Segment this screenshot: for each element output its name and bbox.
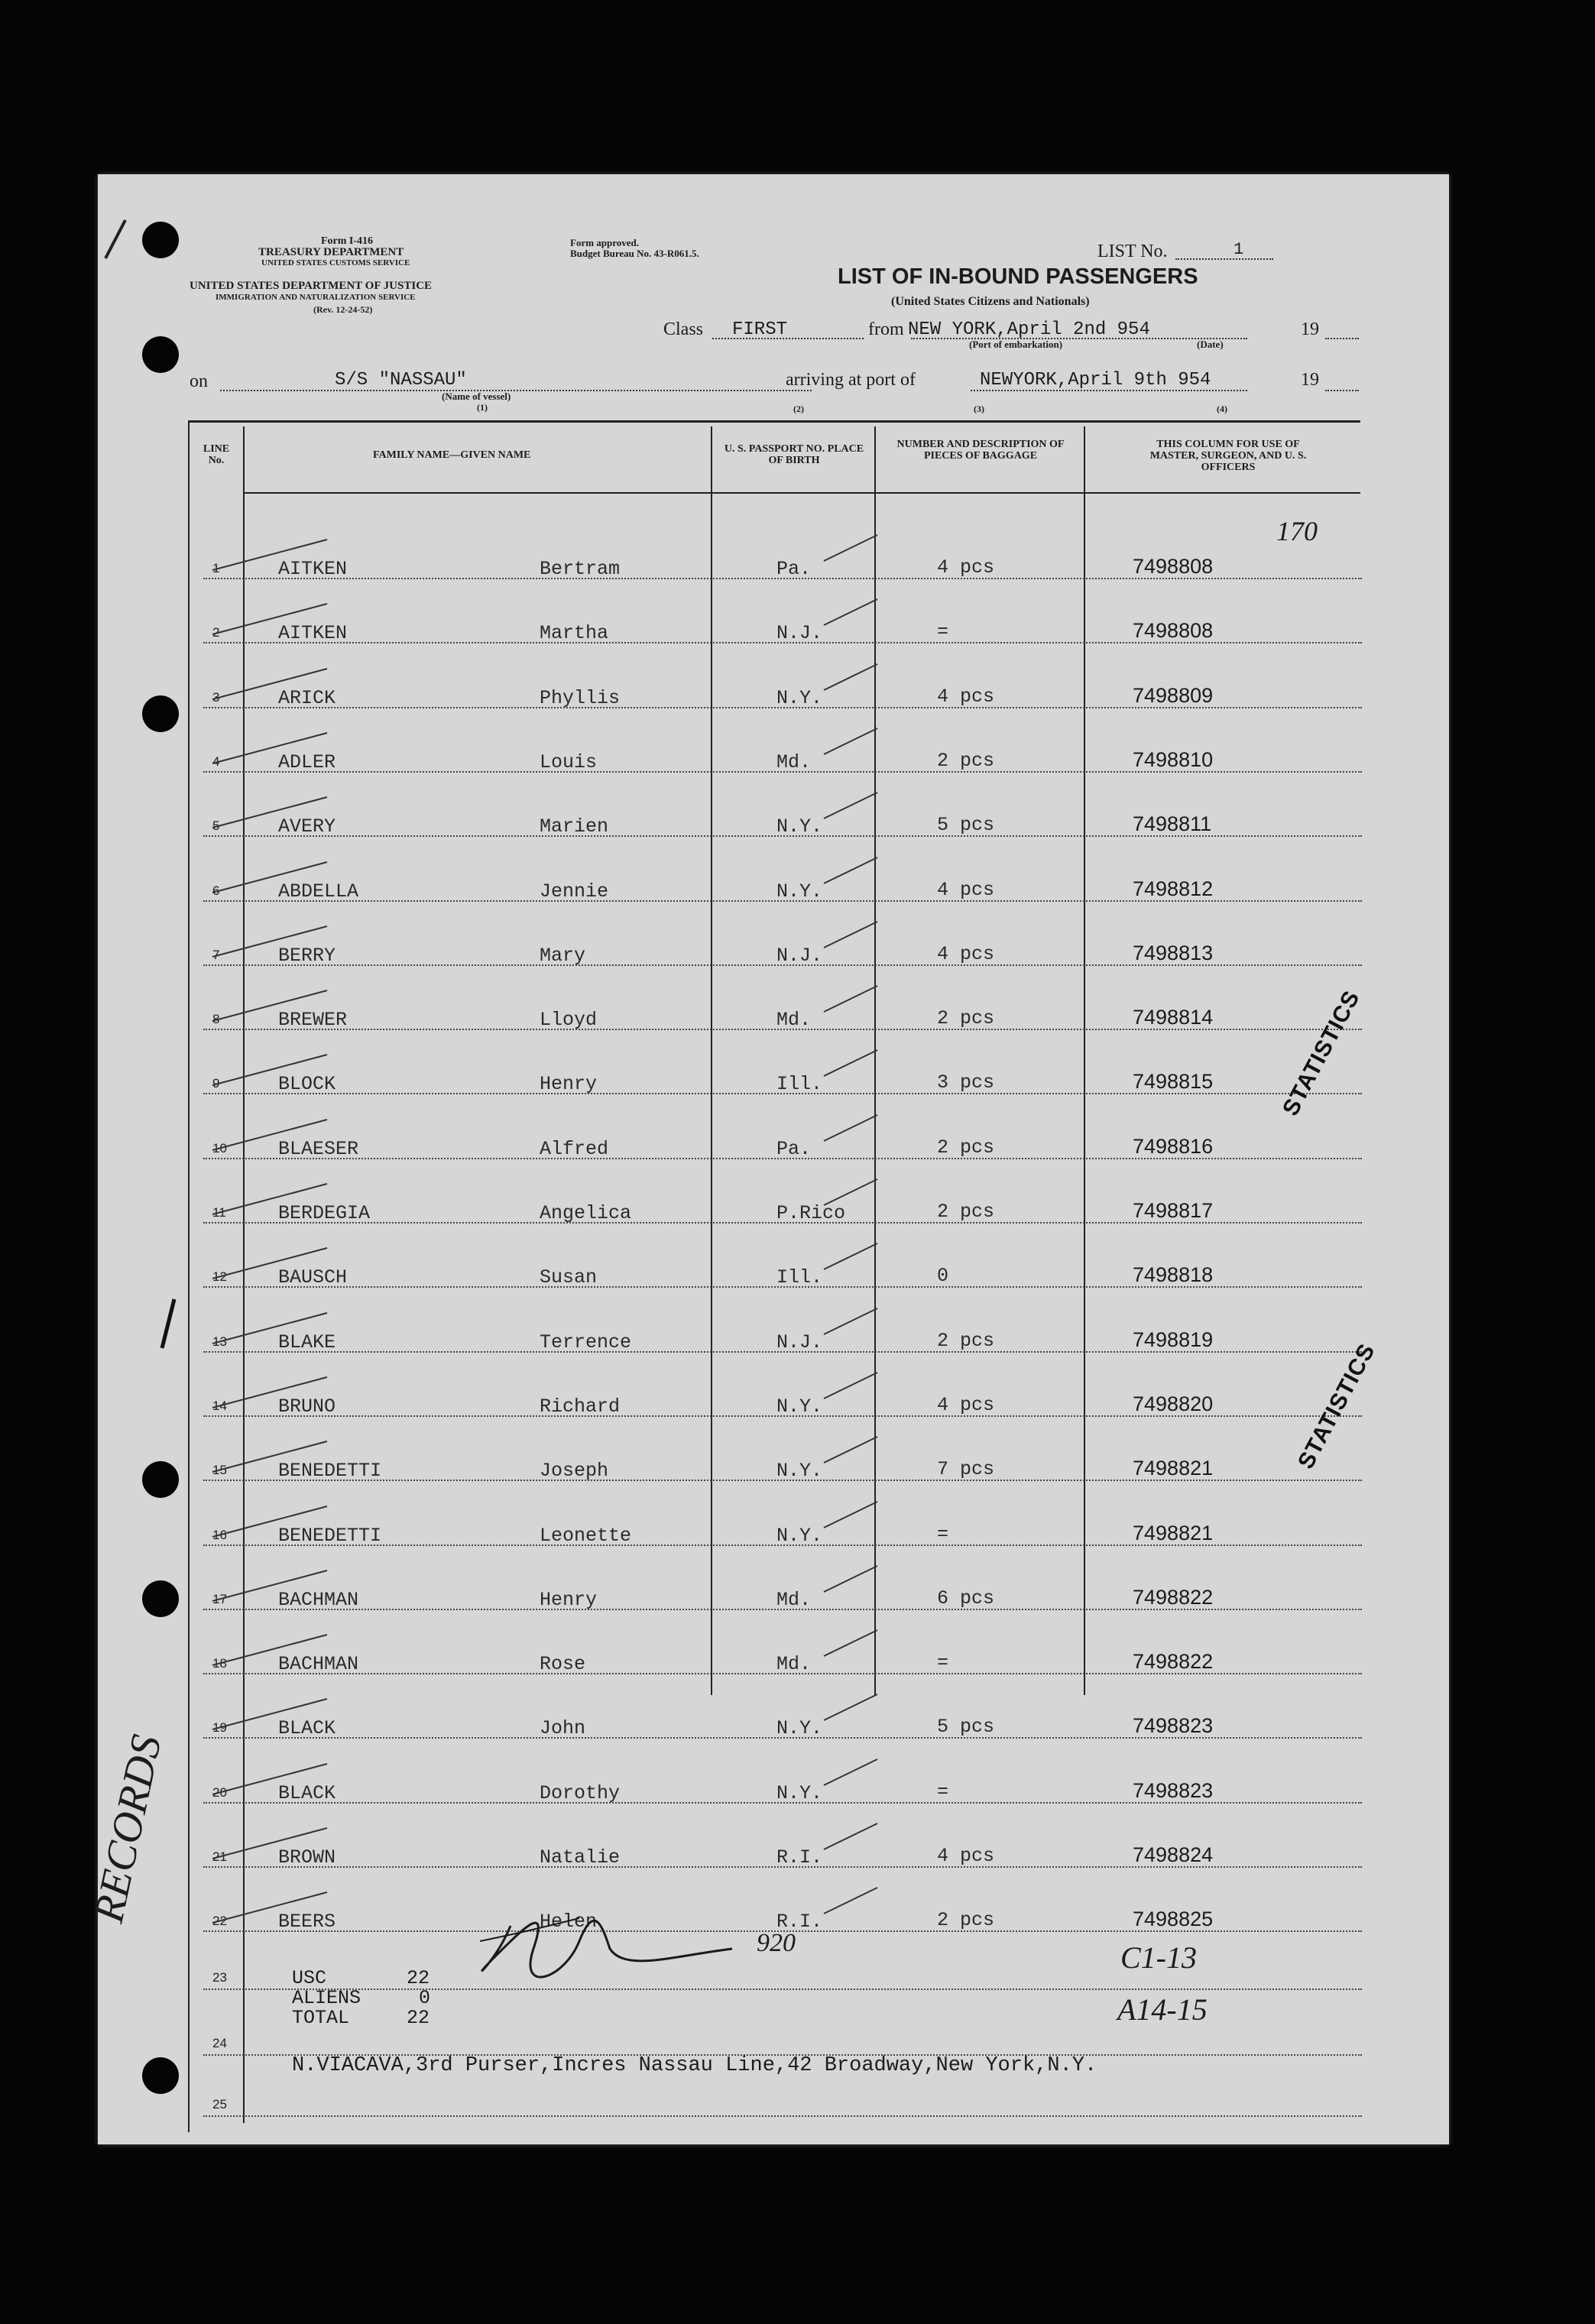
from-value: NEW YORK,April 2nd 954 <box>908 319 1150 340</box>
year-suffix: 19 <box>1301 319 1319 339</box>
baggage: = <box>937 1523 949 1545</box>
family-name: BERRY <box>278 945 336 967</box>
given-name: Henry <box>540 1589 598 1611</box>
family-name: BLACK <box>278 1782 336 1804</box>
passport-number: 7498819 <box>1133 1328 1214 1351</box>
family-name: ABDELLA <box>278 880 359 903</box>
header-officers: THIS COLUMN FOR USE OF MASTER, SURGEON, AND U. S. OFFICERS <box>1149 439 1307 473</box>
line-number: 7 <box>212 948 220 962</box>
given-name: Alfred <box>540 1138 609 1160</box>
place-of-birth: P.Rico <box>776 1202 846 1224</box>
given-name: Susan <box>540 1266 598 1288</box>
handwritten-page-mark: 170 <box>1276 516 1318 546</box>
line-number: 6 <box>212 883 220 898</box>
given-name: Louis <box>540 751 598 773</box>
treasury-department: TREASURY DEPARTMENT <box>258 246 404 258</box>
passport-number: 7498822 <box>1133 1586 1214 1609</box>
passport-number: 7498814 <box>1133 1006 1214 1029</box>
family-name: BRUNO <box>278 1395 336 1418</box>
line-number: 13 <box>212 1334 227 1349</box>
baggage: 2 pcs <box>937 1201 995 1223</box>
line-number: 25 <box>212 2097 227 2112</box>
col-num-3: (3) <box>974 404 984 414</box>
list-no-value: 1 <box>1234 240 1244 259</box>
place-of-birth: N.Y. <box>776 1395 823 1418</box>
passport-number: 7498809 <box>1133 684 1214 707</box>
place-of-birth: Ill. <box>776 1073 823 1095</box>
line-number: 14 <box>212 1399 227 1413</box>
page-title: LIST OF IN-BOUND PASSENGERS <box>838 264 1198 289</box>
line-number: 21 <box>212 1849 227 1864</box>
baggage: 4 pcs <box>937 879 995 901</box>
baggage: = <box>937 1781 949 1803</box>
line-number: 8 <box>212 1012 220 1026</box>
passport-number: 7498821 <box>1133 1522 1214 1544</box>
passport-number: 7498821 <box>1133 1457 1214 1480</box>
arrival-year-suffix: 19 <box>1301 370 1319 390</box>
line-number: 1 <box>212 561 220 575</box>
line-number: 3 <box>212 690 220 705</box>
baggage: 2 pcs <box>937 1007 995 1029</box>
passport-number: 7498822 <box>1133 1650 1214 1673</box>
family-name: BLAKE <box>278 1331 336 1353</box>
col-num-4: (4) <box>1217 404 1227 414</box>
family-name: BACHMAN <box>278 1653 359 1675</box>
place-of-birth: Md. <box>776 1589 812 1611</box>
family-name: BACHMAN <box>278 1589 359 1611</box>
line-number: 19 <box>212 1720 227 1735</box>
place-of-birth: N.Y. <box>776 1717 823 1739</box>
line-number: 17 <box>212 1592 227 1606</box>
passport-number: 7498816 <box>1133 1135 1214 1158</box>
handwritten-time: 920 <box>757 1929 796 1957</box>
given-name: Angelica <box>540 1202 632 1224</box>
arriving-label: arriving at port of <box>786 370 916 390</box>
arrival-value: NEWYORK,April 9th 954 <box>980 370 1211 391</box>
baggage: 4 pcs <box>937 1394 995 1416</box>
given-name: Natalie <box>540 1846 621 1869</box>
baggage: 2 pcs <box>937 1909 995 1931</box>
passport-number: 7498825 <box>1133 1907 1214 1930</box>
given-name: Joseph <box>540 1460 609 1482</box>
passport-number: 7498811 <box>1133 812 1212 835</box>
totals-total-label: TOTAL <box>292 2007 350 2029</box>
class-label: Class <box>663 319 704 339</box>
class-value: FIRST <box>732 319 788 340</box>
family-name: BERDEGIA <box>278 1202 371 1224</box>
family-name: BLACK <box>278 1717 336 1739</box>
date-note: (Date) <box>1197 339 1224 350</box>
family-name: AITKEN <box>278 622 348 644</box>
given-name: Mary <box>540 945 586 967</box>
header-passport: U. S. PASSPORT NO. PLACE OF BIRTH <box>724 443 864 466</box>
baggage: 4 pcs <box>937 556 995 579</box>
col-num-2: (2) <box>793 404 804 414</box>
given-name: Leonette <box>540 1525 632 1547</box>
place-of-birth: N.Y. <box>776 1525 823 1547</box>
given-name: Martha <box>540 622 609 644</box>
line-number: 22 <box>212 1914 227 1928</box>
vessel-note: (Name of vessel) <box>442 391 511 402</box>
place-of-birth: Md. <box>776 751 812 773</box>
family-name: AITKEN <box>278 558 348 580</box>
passport-number: 7498820 <box>1133 1392 1214 1415</box>
place-of-birth: N.Y. <box>776 815 823 838</box>
place-of-birth: N.Y. <box>776 687 823 709</box>
header-name: FAMILY NAME—GIVEN NAME <box>373 449 531 461</box>
place-of-birth: N.J. <box>776 622 823 644</box>
family-name: BROWN <box>278 1846 336 1869</box>
given-name: John <box>540 1717 586 1739</box>
given-name: Dorothy <box>540 1782 621 1804</box>
statistics-stamp: STATISTICS <box>1293 1339 1380 1473</box>
passport-number: 7498808 <box>1133 619 1214 642</box>
given-name: Bertram <box>540 558 621 580</box>
baggage: 4 pcs <box>937 1845 995 1867</box>
form-approved: Form approved. <box>570 237 640 248</box>
baggage: 4 pcs <box>937 943 995 965</box>
line-number: 9 <box>212 1076 220 1091</box>
line-number: 16 <box>212 1528 227 1542</box>
place-of-birth: R.I. <box>776 1846 823 1869</box>
family-name: ADLER <box>278 751 336 773</box>
given-name: Terrence <box>540 1331 632 1353</box>
baggage: 6 pcs <box>937 1587 995 1609</box>
place-of-birth: R.I. <box>776 1911 823 1933</box>
passenger-list-form <box>84 174 1449 2144</box>
given-name: Lloyd <box>540 1009 598 1031</box>
place-of-birth: N.J. <box>776 945 823 967</box>
handwritten-code-1: C1-13 <box>1120 1940 1197 1975</box>
totals-aliens-label: ALIENS <box>292 1987 361 2009</box>
place-of-birth: N.J. <box>776 1331 823 1353</box>
from-label: from <box>868 319 904 339</box>
line-number: 24 <box>212 2036 227 2050</box>
passport-number: 7498824 <box>1133 1843 1214 1866</box>
header-baggage: NUMBER AND DESCRIPTION OF PIECES OF BAGGAGE <box>896 439 1065 462</box>
baggage: 2 pcs <box>937 750 995 772</box>
passport-number: 7498815 <box>1133 1070 1214 1093</box>
place-of-birth: N.Y. <box>776 1782 823 1804</box>
baggage: 4 pcs <box>937 686 995 708</box>
purser-signature-line: N.VIACAVA,3rd Purser,Incres Nassau Line,42 Broadway,New York,N.Y. <box>292 2054 1097 2077</box>
budget-bureau: Budget Bureau No. 43-R061.5. <box>570 248 699 259</box>
totals-usc: 22 <box>407 1967 430 1989</box>
family-name: AVERY <box>278 815 336 838</box>
given-name: Jennie <box>540 880 609 903</box>
given-name: Rose <box>540 1653 586 1675</box>
handwritten-records: RECORDS <box>84 1730 171 1927</box>
family-name: BREWER <box>278 1009 348 1031</box>
family-name: BENEDETTI <box>278 1460 382 1482</box>
line-number: 11 <box>212 1205 226 1220</box>
family-name: BLAESER <box>278 1138 359 1160</box>
place-of-birth: Pa. <box>776 558 812 580</box>
family-name: BENEDETTI <box>278 1525 382 1547</box>
place-of-birth: N.Y. <box>776 1460 823 1482</box>
place-of-birth: Md. <box>776 1653 812 1675</box>
handwritten-code-2: A14-15 <box>1117 1992 1208 2027</box>
line-number: 15 <box>212 1463 227 1477</box>
given-name: Helen <box>540 1911 598 1933</box>
justice-department: UNITED STATES DEPARTMENT OF JUSTICE <box>190 280 433 292</box>
passport-number: 7498810 <box>1133 748 1214 771</box>
ins-service: IMMIGRATION AND NATURALIZATION SERVICE <box>216 293 416 302</box>
header-line-no: LINE No. <box>203 443 230 466</box>
port-embark-note: (Port of embarkation) <box>969 339 1063 350</box>
line-number: 20 <box>212 1785 227 1800</box>
place-of-birth: Md. <box>776 1009 812 1031</box>
given-name: Marien <box>540 815 609 838</box>
baggage: 5 pcs <box>937 814 995 836</box>
col-num-1: (1) <box>477 402 488 413</box>
passport-number: 7498817 <box>1133 1199 1214 1222</box>
place-of-birth: N.Y. <box>776 880 823 903</box>
line-number: 12 <box>212 1269 227 1284</box>
list-no-label: LIST No. <box>1097 241 1168 261</box>
passport-number: 7498823 <box>1133 1714 1214 1737</box>
passport-number: 7498823 <box>1133 1779 1214 1802</box>
passport-number: 7498813 <box>1133 942 1214 964</box>
baggage: 2 pcs <box>937 1330 995 1352</box>
baggage: 5 pcs <box>937 1716 995 1738</box>
given-name: Phyllis <box>540 687 621 709</box>
baggage: 3 pcs <box>937 1071 995 1094</box>
place-of-birth: Pa. <box>776 1138 812 1160</box>
given-name: Richard <box>540 1395 621 1418</box>
totals-usc-label: USC <box>292 1967 327 1989</box>
revision: (Rev. 12-24-52) <box>313 304 373 315</box>
page-subtitle: (United States Citizens and Nationals) <box>891 295 1090 308</box>
baggage: 0 <box>937 1265 949 1287</box>
totals-total: 22 <box>407 2007 430 2029</box>
line-number: 10 <box>212 1141 227 1156</box>
line-number: 2 <box>212 625 220 640</box>
baggage: 2 pcs <box>937 1136 995 1159</box>
line-number: 5 <box>212 818 220 833</box>
baggage: = <box>937 1651 949 1674</box>
vessel-name: S/S "NASSAU" <box>335 370 467 391</box>
totals-aliens: 0 <box>419 1987 431 2009</box>
place-of-birth: Ill. <box>776 1266 823 1288</box>
given-name: Henry <box>540 1073 598 1095</box>
line-number: 4 <box>212 754 220 769</box>
form-number: Form I-416 <box>321 235 374 247</box>
baggage: 7 pcs <box>937 1458 995 1480</box>
pencil-slash-marks <box>98 174 1449 2144</box>
passport-number: 7498812 <box>1133 877 1214 900</box>
passport-number: 7498818 <box>1133 1263 1214 1286</box>
family-name: BAUSCH <box>278 1266 348 1288</box>
on-label: on <box>190 371 208 391</box>
line-number: 18 <box>212 1656 227 1671</box>
line-number: 23 <box>212 1970 227 1985</box>
passport-number: 7498808 <box>1133 555 1214 578</box>
family-name: ARICK <box>278 687 336 709</box>
family-name: BEERS <box>278 1911 336 1933</box>
statistics-stamp: STATISTICS <box>1278 986 1365 1120</box>
customs-service: UNITED STATES CUSTOMS SERVICE <box>261 258 410 267</box>
family-name: BLOCK <box>278 1073 336 1095</box>
baggage: = <box>937 621 949 643</box>
